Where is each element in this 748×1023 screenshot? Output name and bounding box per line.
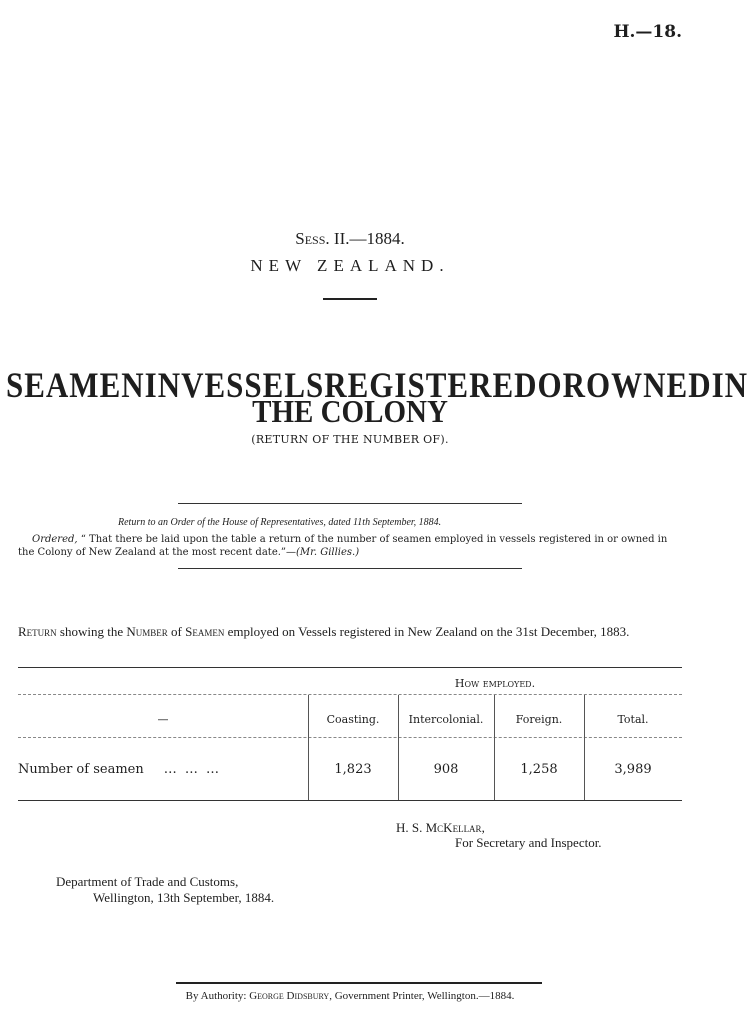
return-word: Return (18, 624, 57, 639)
department: Department of Trade and Customs, (56, 874, 239, 889)
footer-rule (176, 982, 542, 984)
col-header-intercolonial: Intercolonial. (408, 713, 484, 726)
title-line-2: THE COLONY (252, 394, 448, 430)
title-word: REGISTERED (324, 365, 538, 406)
title-word: OR (537, 365, 587, 406)
ordered-label: Ordered, (32, 534, 78, 545)
printer-footer (0, 990, 700, 1002)
country-name: NEW ZEALAND. (250, 256, 450, 275)
session-prefix: Sess. (295, 229, 330, 248)
title-subtitle: (RETURN OF THE NUMBER OF). (251, 433, 449, 446)
cell-coasting: 1,823 (334, 762, 372, 777)
return-text-2: of (167, 624, 186, 639)
title-word: IN (711, 365, 748, 406)
signatory-role: For Secretary and Inspector. (455, 835, 602, 850)
number-word: Number (126, 624, 168, 639)
order-top-rule (178, 503, 522, 504)
signatory-name: H. S. McKellar, (396, 820, 485, 835)
footer-suffix: , Government Printer, Wellington.—1884. (329, 990, 515, 1002)
ordered-paragraph (18, 533, 678, 559)
footer-printer: George Didsbury (249, 990, 330, 1002)
place-date: Wellington, 13th September, 1884. (93, 890, 275, 905)
col-header-total: Total. (617, 713, 649, 726)
col-divider-3 (494, 695, 495, 800)
ordered-mover: (Mr. Gillies.) (296, 547, 360, 558)
footer-prefix: By Authority: (185, 990, 250, 1002)
title-word: OWNED (586, 365, 712, 406)
table-row-label (18, 762, 221, 777)
cell-intercolonial: 908 (433, 762, 459, 777)
col-header-foreign: Foreign. (515, 713, 563, 726)
cell-foreign: 1,258 (520, 762, 558, 777)
group-header-rule (18, 694, 682, 695)
session-line (0, 229, 700, 249)
col-divider-2 (398, 695, 399, 800)
title-word: IN (144, 365, 182, 406)
return-text-3: employed on Vessels registered in New Zealand on the 31st December, 1883. (224, 624, 630, 639)
seamen-word: Seamen (185, 624, 225, 639)
header-divider (323, 298, 377, 300)
row-leaders: … … … (163, 762, 221, 777)
cell-total: 3,989 (614, 762, 652, 777)
group-header: How employed. (454, 677, 536, 690)
return-heading (18, 624, 678, 640)
order-bottom-rule (178, 568, 522, 569)
return-text-1: showing the (56, 624, 127, 639)
session-text: II.—1884. (329, 229, 405, 248)
col-divider-4 (584, 695, 585, 800)
first-col-header: — (157, 713, 169, 726)
ordered-body: “ That there be laid upon the table a return of the number of seamen employed in vessels registered in or owned in the Colony of New Zealand at the most recent date.”— (18, 534, 668, 558)
document-number: H.—18. (613, 22, 682, 42)
table-bottom-rule (18, 800, 682, 801)
order-line: Return to an Order of the House of Representatives, dated 11th September, 1884. (118, 517, 442, 528)
col-header-coasting: Coasting. (326, 713, 380, 726)
header-bottom-rule (18, 737, 682, 738)
title-word: SEAMEN (6, 365, 145, 406)
row-label-text: Number of seamen (18, 762, 144, 777)
col-divider-1 (308, 695, 309, 800)
table-top-rule (18, 667, 682, 668)
title-word: VESSELS (181, 365, 325, 406)
